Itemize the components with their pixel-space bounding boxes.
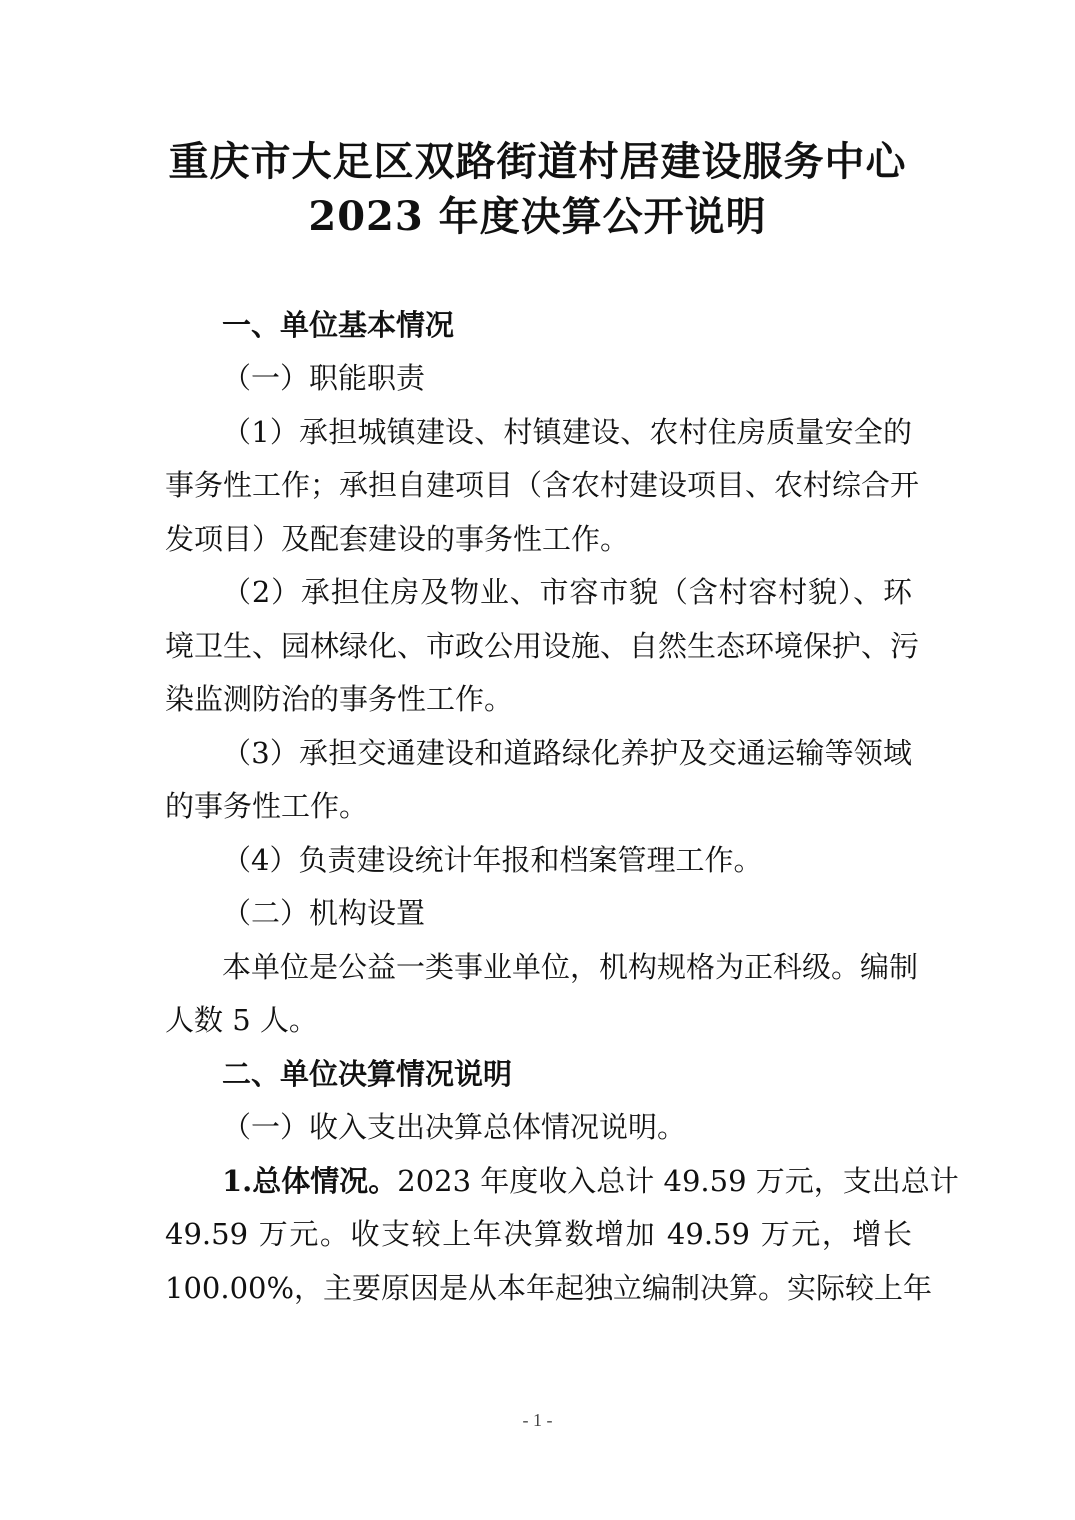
paragraph-line: 本单位是公益一类事业单位，机构规格为正科级。编制	[222, 950, 919, 984]
paragraph-line: 发项目）及配套建设的事务性工作。	[165, 522, 630, 556]
overall-text: 2023 年度收入总计 49.59 万元，支出总计	[397, 1164, 959, 1198]
paragraph-line: （2）承担住房及物业、市容市貌（含村容村貌）、环	[222, 575, 912, 609]
paragraph-line: 境卫生、园林绿化、市政公用设施、自然生态环境保护、污	[165, 629, 920, 663]
subsection-heading: （二）机构设置	[222, 896, 426, 930]
page-number: - 1 -	[522, 1410, 553, 1430]
paragraph-line: 49.59 万元。收支较上年决算数增加 49.59 万元，增长	[165, 1217, 912, 1251]
overall-label: 1.总体情况。	[222, 1164, 398, 1198]
paragraph-line: （3）承担交通建设和道路绿化养护及交通运输等领域	[222, 736, 912, 770]
document-title-line1: 重庆市大足区双路街道村居建设服务中心	[168, 138, 907, 185]
section-heading: 一、单位基本情况	[222, 308, 455, 342]
paragraph-line: 人数 5 人。	[165, 1003, 318, 1037]
paragraph-line: 事务性工作；承担自建项目（含农村建设项目、农村综合开	[165, 468, 920, 502]
paragraph-line: 100.00%，主要原因是从本年起独立编制决算。实际较上年	[165, 1271, 933, 1305]
paragraph-line	[222, 1164, 959, 1198]
subsection-heading: （一）职能职责	[222, 361, 426, 395]
subsection-heading: （一）收入支出决算总体情况说明。	[222, 1110, 687, 1144]
section-heading: 二、单位决算情况说明	[222, 1057, 513, 1091]
document-title-line2: 2023 年度决算公开说明	[308, 193, 767, 240]
paragraph-line: （1）承担城镇建设、村镇建设、农村住房质量安全的	[222, 415, 912, 449]
paragraph-line: 染监测防治的事务性工作。	[165, 682, 514, 716]
paragraph-line: 的事务性工作。	[165, 789, 369, 823]
paragraph-line: （4）负责建设统计年报和档案管理工作。	[222, 843, 763, 877]
